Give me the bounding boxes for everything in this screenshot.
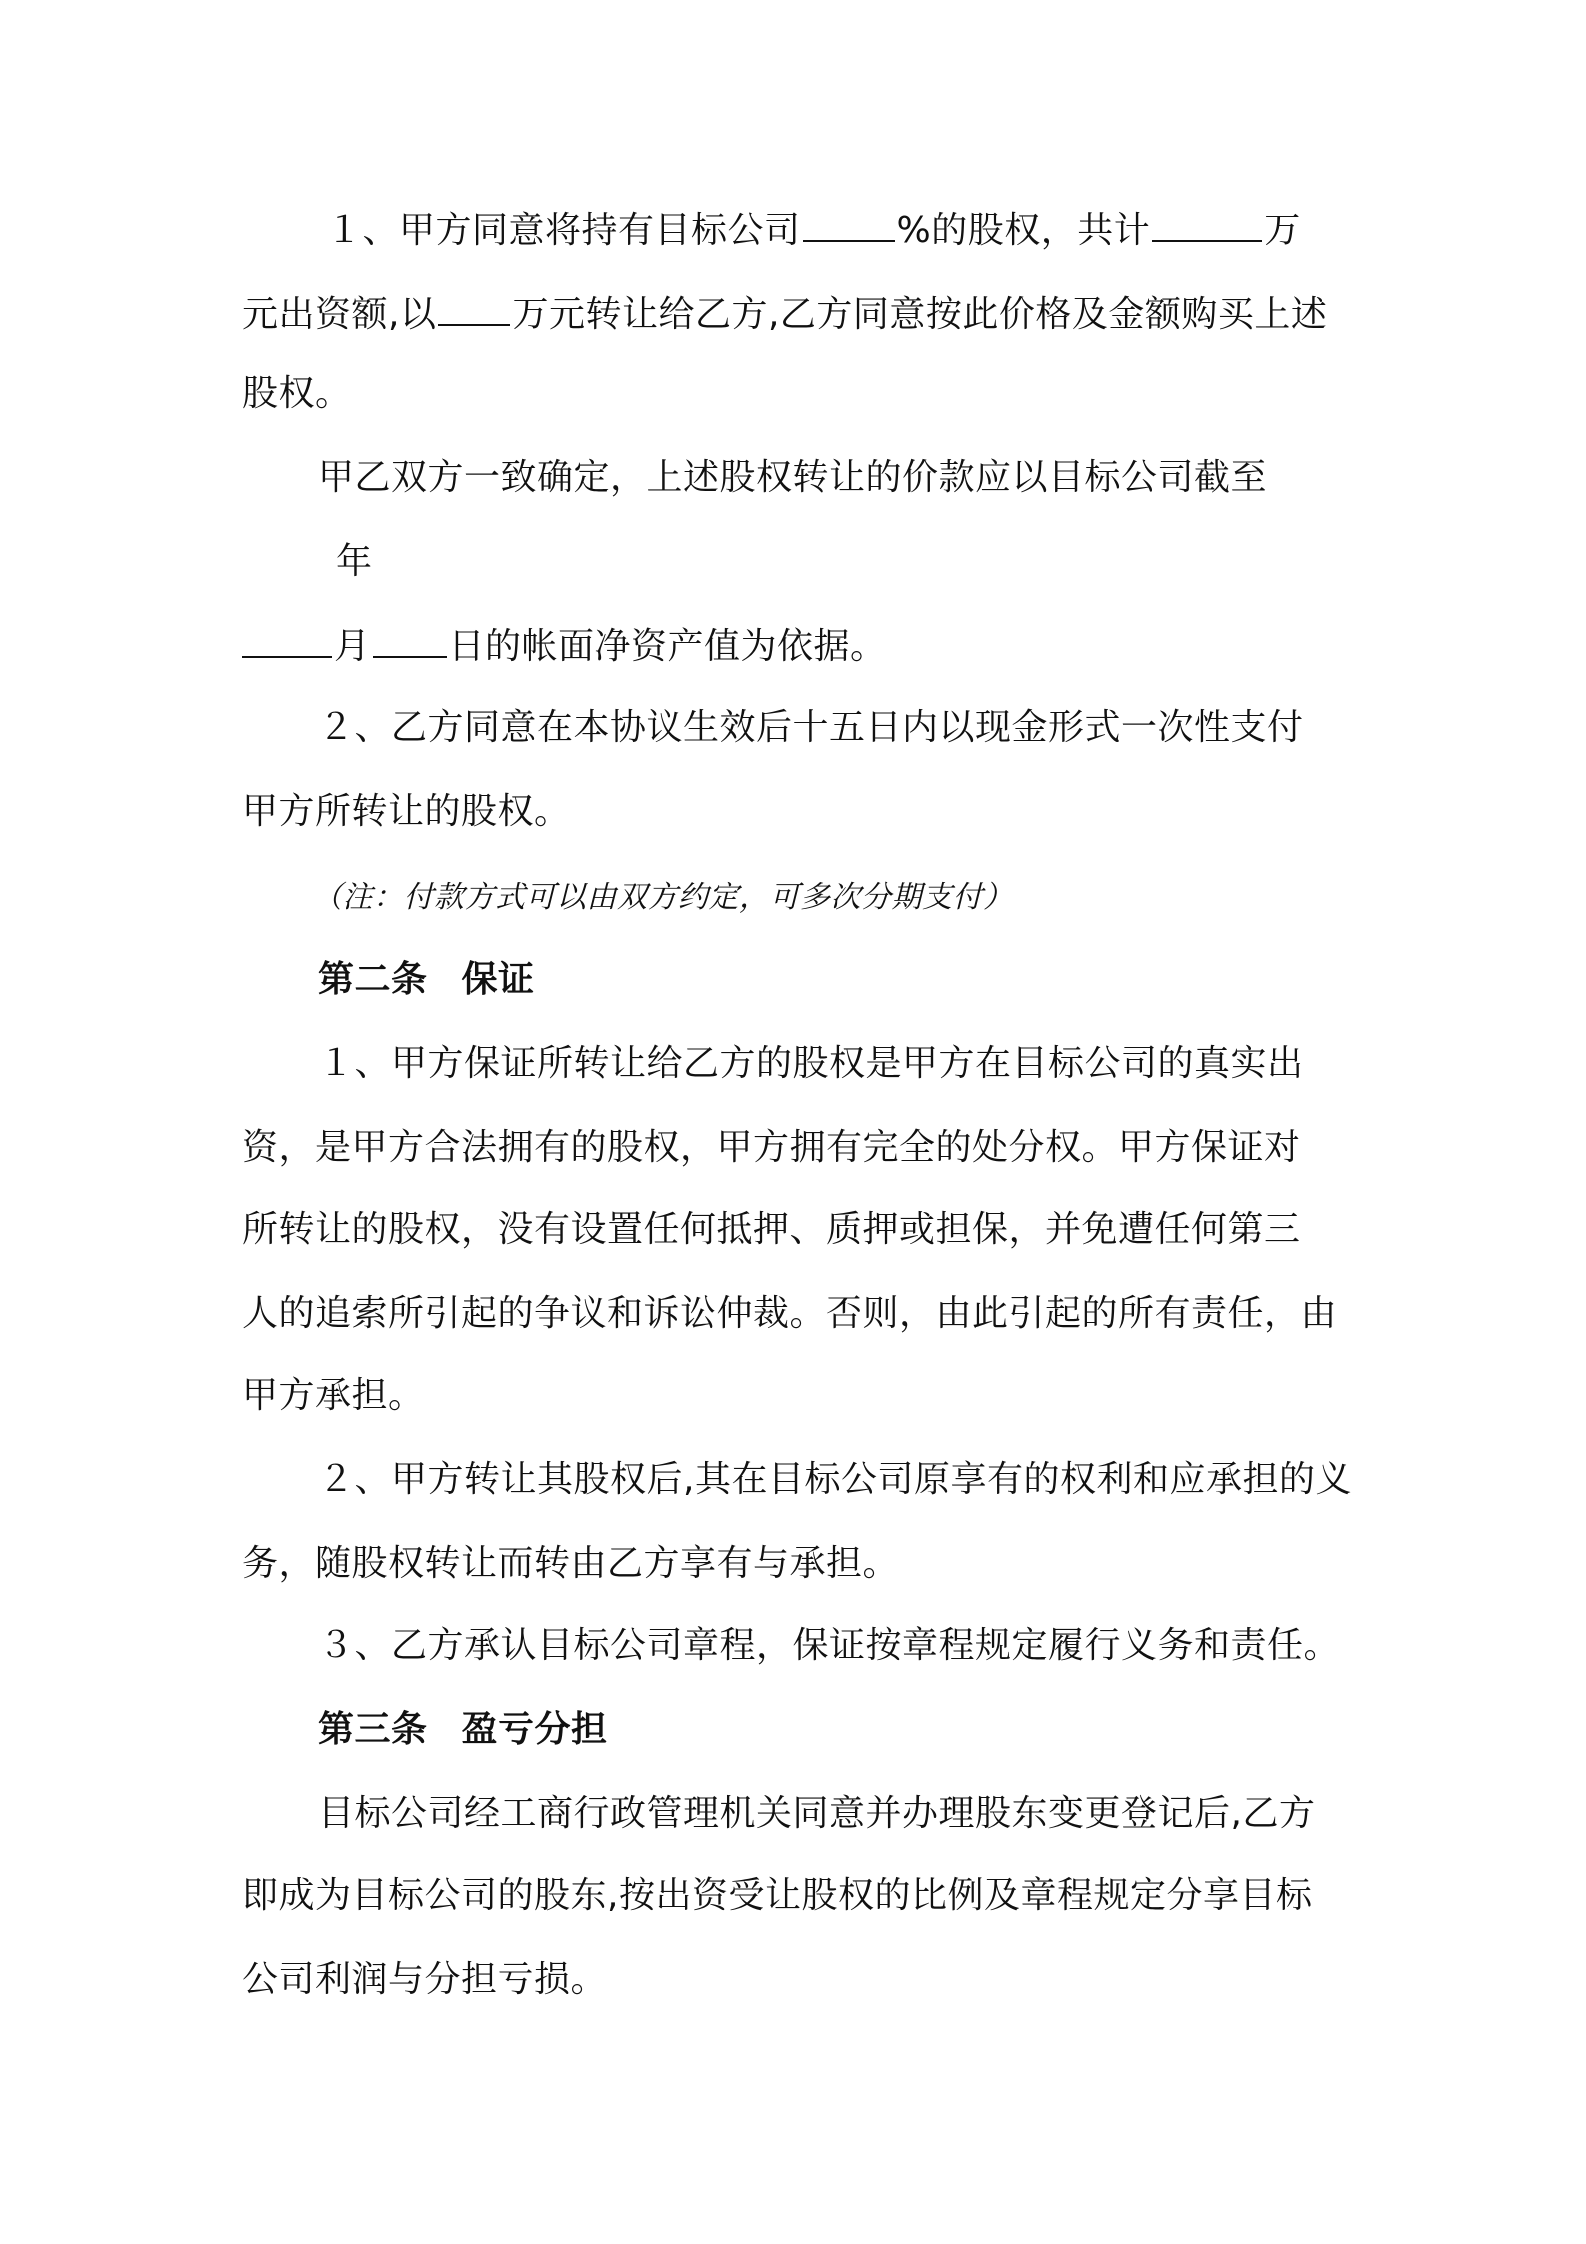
pricing-basis-line-1 xyxy=(318,456,1438,500)
clause-1-text-e: 万元转让给乙方,乙方同意按此价格及金额购买上述 xyxy=(512,294,1328,335)
clause-1-text-b: %的股权，共计 xyxy=(896,210,1151,251)
article-3-p1-line-3 xyxy=(242,1958,1362,2002)
article-2-p2-text-2: 务，随股权转让而转由乙方享有与承担。 xyxy=(242,1543,900,1584)
clause-1-line-1 xyxy=(326,206,1366,253)
clause-2-text-a: ２、乙方同意在本协议生效后十五日内以现金形式一次性支付 xyxy=(318,707,1304,748)
pricing-basis-text: 甲乙双方一致确定，上述股权转让的价款应以目标公司截至 xyxy=(318,457,1268,498)
blank-transfer-price xyxy=(438,290,510,326)
article-3-p1-line-2 xyxy=(242,1874,1362,1918)
clause-1-text-a: １、甲方同意将持有目标公司 xyxy=(326,210,801,251)
pricing-basis-line-3 xyxy=(242,622,1362,669)
year-label: 年 xyxy=(336,541,373,582)
article-3-p1-text-3: 公司利润与分担亏损。 xyxy=(242,1959,608,2000)
article-2-p2-line-1 xyxy=(318,1458,1438,1502)
article-2-p1-text-3: 所转让的股权，没有设置任何抵押、质押或担保，并免遭任何第三 xyxy=(242,1209,1301,1250)
payment-note-text: （注：付款方式可以由双方约定，可多次分期支付） xyxy=(312,880,1014,915)
payment-note xyxy=(312,876,1432,920)
clause-2-line-2 xyxy=(242,790,1362,834)
article-2-number: 第二条 xyxy=(318,959,428,1000)
pricing-basis-line-2 xyxy=(336,540,1456,584)
article-2-p1-line-5 xyxy=(242,1374,1362,1418)
clause-1-text-d: 元出资额,以 xyxy=(242,294,437,335)
article-2-p1-text-5: 甲方承担。 xyxy=(242,1375,425,1416)
article-2-p2-line-2 xyxy=(242,1542,1362,1586)
blank-day xyxy=(373,622,447,658)
article-2-p1-line-4 xyxy=(242,1292,1362,1336)
clause-2-text-b: 甲方所转让的股权。 xyxy=(242,791,571,832)
article-2-title: 保证 xyxy=(461,959,535,1000)
day-label-text: 日的帐面净资产值为依据。 xyxy=(448,626,887,667)
article-2-p2-text-1: ２、甲方转让其股权后,其在目标公司原享有的权利和应承担的义 xyxy=(318,1459,1352,1500)
article-2-p1-line-1 xyxy=(318,1042,1438,1086)
article-3-title: 盈亏分担 xyxy=(461,1709,608,1750)
article-2-heading xyxy=(318,958,1438,1002)
article-2-p1-text-1: １、甲方保证所转让给乙方的股权是甲方在目标公司的真实出 xyxy=(318,1043,1304,1084)
clause-1-text-f: 股权。 xyxy=(242,373,352,414)
clause-2-line-1 xyxy=(318,706,1438,750)
article-3-number: 第三条 xyxy=(318,1709,428,1750)
article-2-p1-line-3 xyxy=(242,1208,1362,1252)
article-3-p1-text-2: 即成为目标公司的股东,按出资受让股权的比例及章程规定分享目标 xyxy=(242,1875,1313,1916)
blank-capital-amount xyxy=(1152,206,1262,242)
article-2-p3-line-1 xyxy=(318,1624,1438,1668)
article-2-p1-line-2 xyxy=(242,1126,1362,1170)
blank-percentage xyxy=(803,206,895,242)
month-label: 月 xyxy=(334,626,371,667)
blank-month xyxy=(242,622,332,658)
article-3-heading xyxy=(318,1708,1438,1752)
article-2-p1-text-2: 资，是甲方合法拥有的股权，甲方拥有完全的处分权。甲方保证对 xyxy=(242,1127,1301,1168)
article-3-p1-text-1: 目标公司经工商行政管理机关同意并办理股东变更登记后,乙方 xyxy=(318,1793,1316,1834)
article-2-p1-text-4: 人的追索所引起的争议和诉讼仲裁。否则，由此引起的所有责任，由 xyxy=(242,1293,1338,1334)
clause-1-line-3 xyxy=(242,372,1362,416)
article-2-p3-text-1: ３、乙方承认目标公司章程，保证按章程规定履行义务和责任。 xyxy=(318,1625,1341,1666)
clause-1-line-2 xyxy=(242,290,1362,337)
clause-1-text-c: 万 xyxy=(1264,210,1301,251)
article-3-p1-line-1 xyxy=(318,1792,1438,1836)
